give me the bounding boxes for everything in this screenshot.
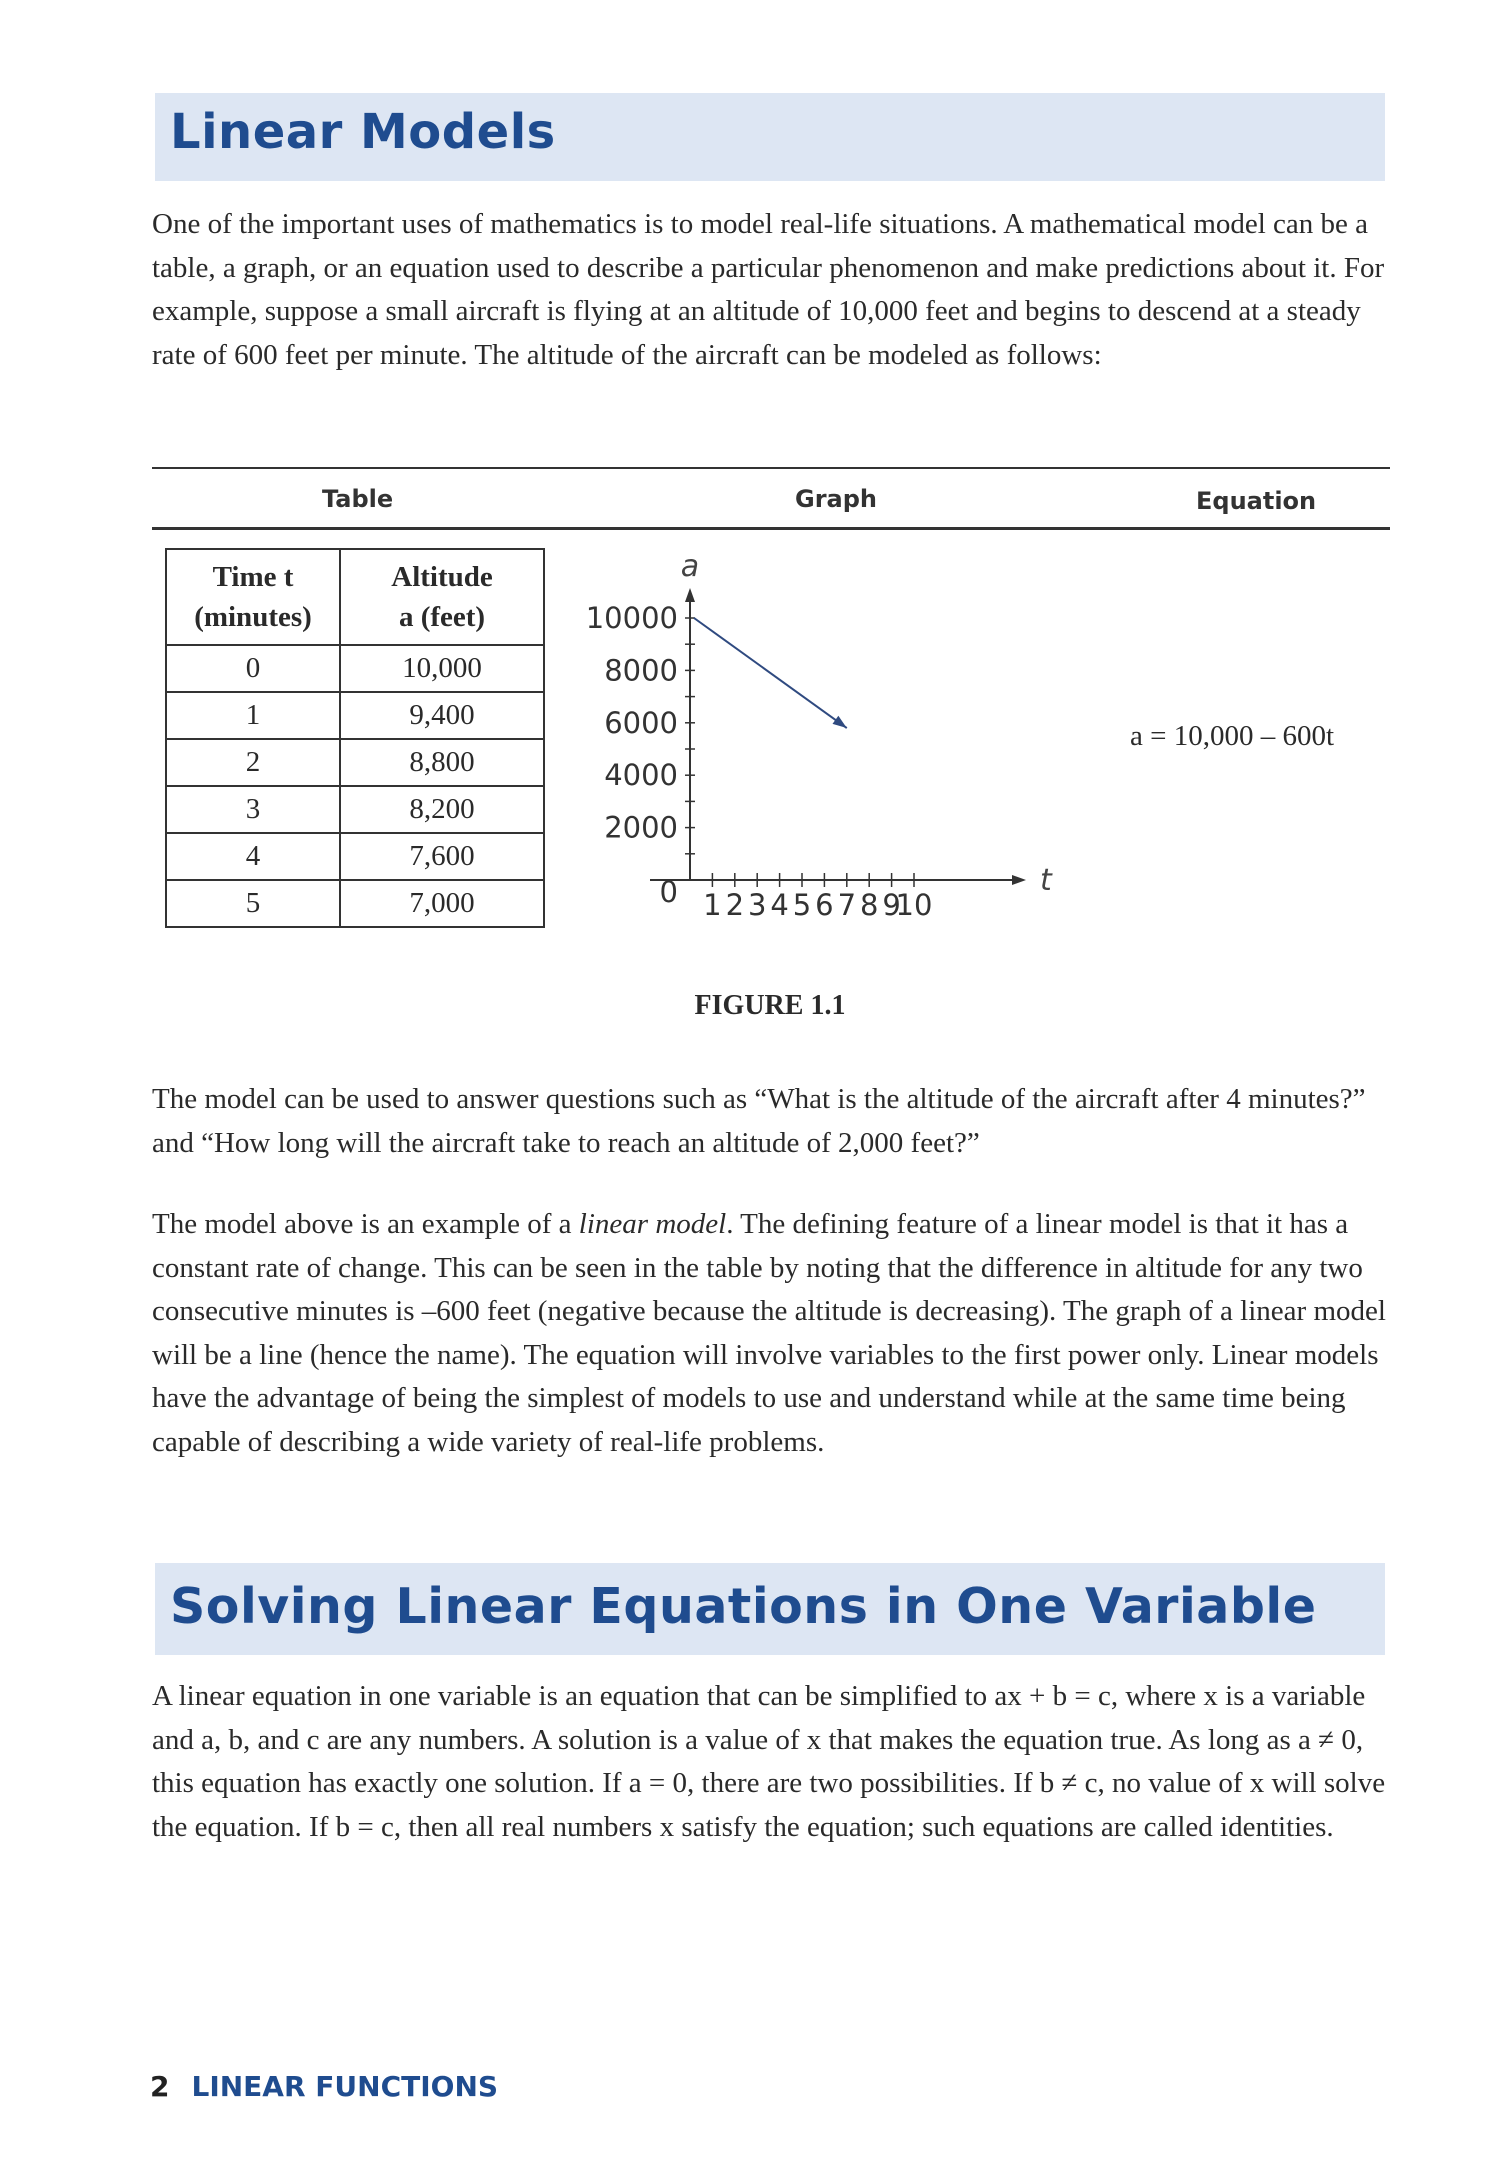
- cell-altitude: 8,200: [340, 786, 544, 833]
- cell-time: 2: [166, 739, 340, 786]
- y-tick-label: 6000: [604, 705, 678, 740]
- cell-time: 1: [166, 692, 340, 739]
- cell-time: 0: [166, 645, 340, 692]
- x-axis-label: t: [1040, 863, 1052, 898]
- paragraph-linear-equation: [152, 1675, 1392, 1849]
- y-tick-label: 4000: [604, 758, 678, 793]
- table-row: [166, 739, 544, 786]
- x-tick-label: 2: [725, 888, 745, 922]
- cell-time: 5: [166, 880, 340, 927]
- column-heading-table: Table: [322, 485, 394, 513]
- cell-altitude: 7,600: [340, 833, 544, 880]
- linear-model-term: linear model: [578, 1208, 727, 1240]
- linear-equation-text: A linear equation in one variable is an equation that can be simplified to ax + b = c, where x is a variable and a, b, and c are any numbers. A solution is a value of x that makes the equation true. As long as a ≠ 0, this equation has exactly one solution. If a = 0, there are two possibilities. If b ≠ c, no value of x will solve the equation. If b = c, then all real numbers x satisfy the equation; such equations are called identities.: [152, 1680, 1386, 1843]
- questions-text: The model can be used to answer questions such as “What is the altitude of the aircraft after 4 minutes?” and “How long will the aircraft take to reach an altitude of 2,000 feet?”: [152, 1083, 1366, 1159]
- table-row: [166, 786, 544, 833]
- page-footer: [150, 2070, 498, 2103]
- paragraph-questions: [152, 1078, 1392, 1165]
- model-equation: a = 10,000 – 600t: [1130, 720, 1335, 752]
- y-axis-arrow: [685, 588, 695, 602]
- x-tick-label: 6: [815, 888, 834, 922]
- column-heading-graph: Graph: [795, 485, 877, 513]
- x-tick-label: 1: [703, 888, 722, 922]
- altitude-table: [165, 548, 545, 928]
- figure-caption: FIGURE 1.1: [694, 990, 846, 1021]
- y-tick-label: 2000: [604, 810, 678, 845]
- section-title-linear-models: Linear Models: [170, 104, 556, 160]
- cell-altitude: 8,800: [340, 739, 544, 786]
- linear-model-text-b: . The defining feature of a linear model is that it has a constant rate of change. This can be seen in the table by noting that the difference in altitude for any two consecutive minutes is –600 feet (negative because the altitude is decreasing). The graph of a linear model will be a line (hence the name). The equation will involve variables to the first power only. Linear models have the advantage of being the simplest of models to use and understand while at the same time being capable of describing a wide variety of real-life problems.: [152, 1208, 1386, 1458]
- cell-altitude: 7,000: [340, 880, 544, 927]
- intro-paragraph: [152, 203, 1392, 377]
- header-time: [166, 549, 340, 645]
- altitude-line: [694, 618, 847, 728]
- linear-model-text: [152, 1203, 1392, 1464]
- x-tick-label: 9: [882, 888, 901, 922]
- y-tick-label: 8000: [604, 653, 678, 688]
- x-tick-label: 5: [792, 888, 812, 922]
- table-row: [166, 833, 544, 880]
- paragraph-linear-model: [152, 1203, 1392, 1464]
- cell-time: 4: [166, 833, 340, 880]
- header-time-line2: (minutes): [194, 601, 312, 633]
- x-tick-label: 4: [770, 888, 789, 922]
- altitude-line-arrow: [833, 716, 847, 728]
- cell-altitude: 10,000: [340, 645, 544, 692]
- chapter-title: LINEAR FUNCTIONS: [191, 2070, 499, 2103]
- header-altitude-line1: Altitude: [391, 561, 493, 593]
- x-axis-arrow: [1012, 875, 1026, 885]
- table-header-row: [166, 549, 544, 645]
- x-tick-label: 10: [895, 888, 933, 922]
- intro-text: One of the important uses of mathematics is to model real-life situations. A mathematical model can be a table, a graph, or an equation used to describe a particular phenomenon and make predictions about it. For example, suppose a small aircraft is flying at an altitude of 10,000 feet and begins to descend at a steady rate of 600 feet per minute. The altitude of the aircraft can be modeled as follows:: [152, 208, 1385, 371]
- linear-model-text-a: The model above is an example of a: [152, 1208, 579, 1240]
- header-time-line1: Time t: [212, 561, 294, 593]
- x-tick-label: 8: [859, 888, 879, 922]
- y-axis-label: a: [680, 549, 700, 584]
- table-row: [166, 692, 544, 739]
- header-altitude-line2: a (feet): [398, 601, 486, 633]
- figure-header-rule: [152, 527, 1390, 530]
- table-row: [166, 645, 544, 692]
- figure-top-rule: [152, 467, 1390, 469]
- origin-label: 0: [659, 875, 678, 909]
- cell-time: 3: [166, 786, 340, 833]
- page-number: 2: [150, 2070, 170, 2103]
- cell-altitude: 9,400: [340, 692, 544, 739]
- table-row: [166, 880, 544, 927]
- section-title-solving: Solving Linear Equations in One Variable: [170, 1578, 1317, 1635]
- x-tick-label: 3: [747, 888, 767, 922]
- header-altitude: [340, 549, 544, 645]
- x-tick-label: 7: [837, 888, 857, 922]
- y-tick-label: 10000: [585, 601, 678, 635]
- column-heading-equation: Equation: [1196, 487, 1317, 515]
